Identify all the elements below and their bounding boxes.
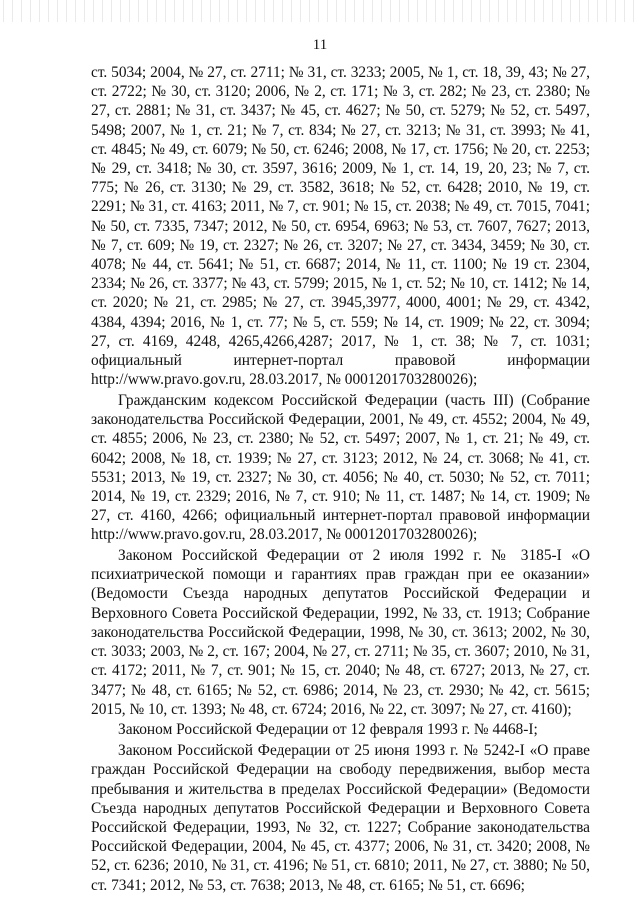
page-number: 11 — [312, 37, 328, 53]
paragraph-continuation: ст. 5034; 2004, № 27, ст. 2711; № 31, ст. 3233; 2005, № 1, ст. 18, 39, 43; № 27, ст. 2722; № 30, ст. 3120; 2006, № 2, ст. 171; № 3, ст. 282; № 23, ст. 2380; № 27, ст. 2881; № 31, ст. 3437; № 45, ст. 4627; № 50, ст. 5279; № 52, ст. 5497, 5498; 2007, № 1, ст. 21; № 7, ст. 834; № 27, ст. 3213; № 31, ст. 3993; № 41, ст. 4845; № 49, ст. 6079; № 50, ст. 6246; 2008, № 17, ст. 1756; № 20, ст. 2253; № 29, ст. 3418; № 30, ст. 3597, 3616; 2009, № 1, ст. 14, 19, 20, 23; № 7, ст. 775; № 26, ст. 3130; № 29, ст. 3582, 3618; № 52, ст. 6428; 2010, № 19, ст. 2291; № 31, ст. 4163; 2011, № 7, ст. 901; № 15, ст. 2038; № 49, ст. 7015, 7041; № 50, ст. 7335, 7347; 2012, № 50, ст. 6954, 6963; № 53, ст. 7607, 7627; 2013, № 7, ст. 609; № 19, ст. 2327; № 26, ст. 3207; № 27, ст. 3434, 3459; № 30, ст. 4078; № 44, ст. 5641; № 51, ст. 6687; 2014, № 11, ст. 1100; № 19 ст. 2304, 2334; № 26, ст. 3377; № 43, ст. 5799; 2015, № 1, ст. 52; № 10, ст. 1412; № 14, ст. 2020; № 21, ст. 2985; № 27, ст. 3945,3977, 4000, 4001; № 29, ст. 4342, 4384, 4394; 2016, № 1, ст. 77; № 5, ст. 559; № 14, ст. 1909; № 22, ст. 3094; 27, ст. 4169, 4248, 4265,4266,4287; 2017, № 1, ст. 38; № 7, ст. 1031; официальный интернет-портал правовой информации http://www.pravo.gov.ru, 28.03.2017, № 0001201703280026); — [91, 64, 590, 389]
paragraph-law-freedom-movement: Законом Российской Федерации от 25 июня 1993 г. № 5242-I «О праве граждан Российской Федерации на свободу передвижения, выбор места пребывания и жительства в пределах Российской Федерации» (Ведомости Съезда народных депутатов Российской Федерации и Верховного Совета Российской Федерации, 1993, № 32, ст. 1227; Собрание законодательства Российской Федерации, 2004, № 45, ст. 4377; 2006, № 31, ст. 3420; 2008, № 52, ст. 6236; 2010, № 31, ст. 4196; № 51, ст. 6810; 2011, № 27, ст. 3880; № 50, ст. 7341; 2012, № 53, ст. 7638; 2013, № 48, ст. 6165; № 51, ст. 6696; — [91, 742, 590, 894]
paragraph-law-psychiatric-care: Законом Российской Федерации от 2 июля 1992 г. № 3185-I «О психиатрической помощи и гарантиях прав граждан при ее оказании» (Ведомости Съезда народных депутатов Российской Федерации и Верховного Совета Российской Федерации, 1992, № 33, ст. 1913; Собрание законодательства Российской Федерации, 1998, № 30, ст. 3613; 2002, № 30, ст. 3033; 2003, № 2, ст. 167; 2004, № 27, ст. 2711; № 35, ст. 3607; 2010, № 31, ст. 4172; 2011, № 7, ст. 901; № 15, ст. 2040; № 48, ст. 6727; 2013, № 27, ст. 3477; № 48, ст. 6165; № 52, ст. 6986; 2014, № 23, ст. 2930; № 42, ст. 5615; 2015, № 10, ст. 1393; № 48, ст. 6724; 2016, № 22, ст. 3097; № 27, ст. 4160); — [91, 547, 590, 718]
paragraph-law-4468: Законом Российской Федерации от 12 февраля 1993 г. № 4468-I; — [118, 721, 538, 739]
scan-edge-noise — [0, 0, 640, 22]
document-body — [91, 63, 590, 896]
paragraph-civil-code: Гражданским кодексом Российской Федерации (часть III) (Собрание законодательства Российской Федерации, 2001, № 49, ст. 4552; 2004, № 49, ст. 4855; 2006, № 23, ст. 2380; № 52, ст. 5497; 2007, № 1, ст. 21; № 49, ст. 6042; 2008, № 18, ст. 1939; № 27, ст. 3123; 2012, № 24, ст. 3068; № 41, ст. 5531; 2013, № 19, ст. 2327; № 30, ст. 4056; № 40, ст. 5030; № 52, ст. 7011; 2014, № 19, ст. 2329; 2016, № 7, ст. 910; № 11, ст. 1487; № 14, ст. 1909; № 27, ст. 4160, 4266; официальный интернет-портал правовой информации http://www.pravo.gov.ru, 28.03.2017, № 0001201703280026); — [91, 391, 590, 544]
